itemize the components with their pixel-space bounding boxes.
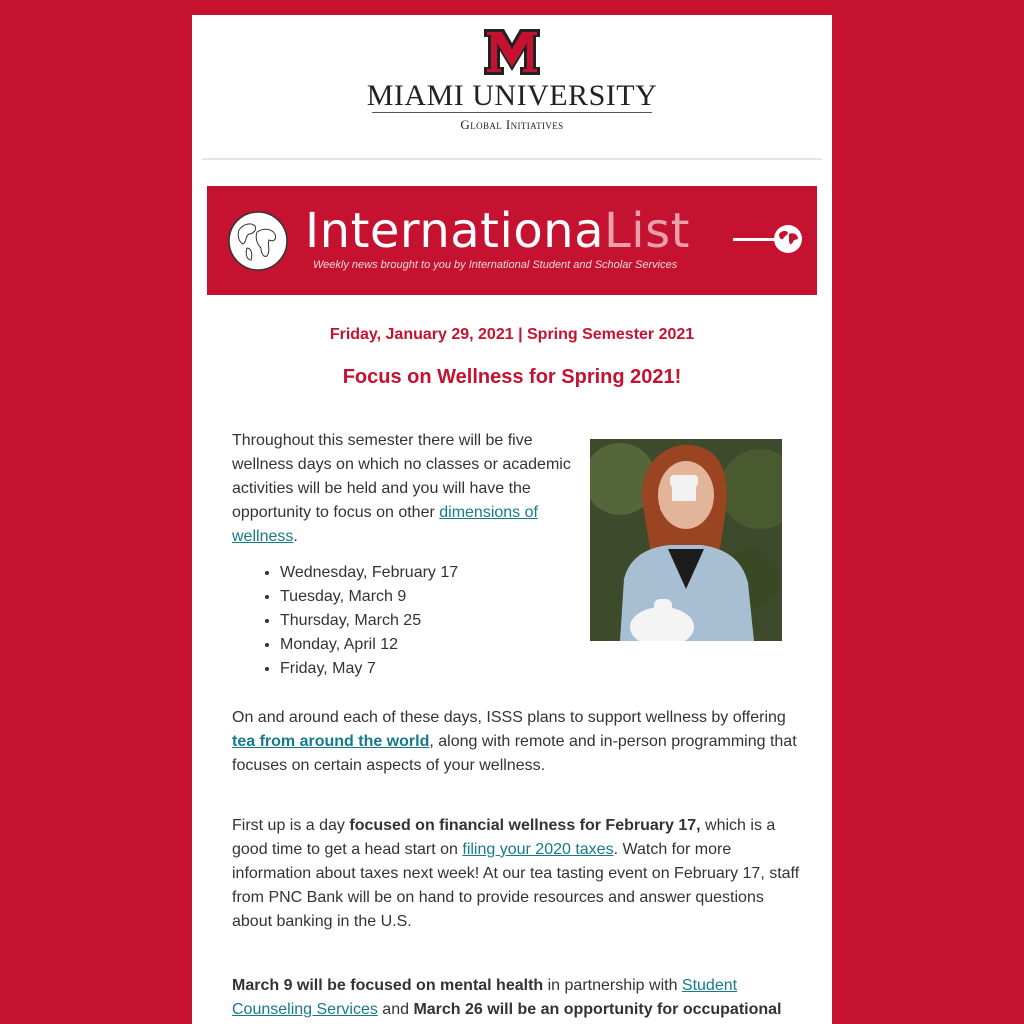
- banner-tagline: Weekly news brought to you by International Student and Scholar Services: [313, 259, 678, 271]
- article-photo: [590, 439, 782, 641]
- dimensions-of-wellness-link[interactable]: dimensions of wellness: [232, 504, 538, 545]
- newsletter-card: [192, 15, 832, 1024]
- list-item: • Thursday, March 25: [280, 609, 458, 633]
- unit-name: Global Initiatives: [460, 117, 564, 132]
- financial-text-2: which is a good time to get a head start on: [232, 817, 776, 858]
- header-divider: [202, 158, 822, 160]
- issue-date: Friday, January 29, 2021 | Spring Semester 2021: [329, 326, 695, 343]
- banner-title-main: Internationa: [305, 203, 605, 259]
- miami-m-icon: [482, 29, 542, 75]
- banner-title: [305, 204, 690, 258]
- list-item: • Friday, May 7: [280, 657, 458, 681]
- occupational-bold: March 26 will be an opportunity for occupational: [413, 1001, 782, 1018]
- globe-icon: [227, 210, 289, 272]
- financial-bold: focused on financial wellness for February 17,: [349, 817, 701, 834]
- mental-health-paragraph: [232, 974, 800, 1022]
- mental-health-text-2: and: [377, 1001, 414, 1018]
- university-name: MIAMI UNIVERSITY: [366, 79, 658, 112]
- mental-health-text: in partnership with: [543, 977, 682, 994]
- university-logo[interactable]: [192, 15, 832, 155]
- financial-text-3: . Watch for more information about taxes next week! At our tea tasting event on February 17, staff from PNC Bank will be on hand to provide resources and answer questions about banking in the U.S.: [232, 841, 800, 930]
- article-headline: Focus on Wellness for Spring 2021!: [342, 366, 682, 388]
- list-item: • Wednesday, February 17: [280, 561, 458, 585]
- financial-wellness-paragraph: [232, 814, 800, 934]
- tea-text: On and around each of these days, ISSS plans to support wellness by offering: [232, 709, 786, 726]
- banner-line: [733, 238, 775, 241]
- mental-health-bold: March 9 will be focused on mental health: [232, 977, 544, 994]
- internationalist-banner: [207, 186, 817, 295]
- banner-title-light: List: [604, 203, 690, 259]
- tea-paragraph: [232, 706, 800, 778]
- tea-text-end: , along with remote and in-person programming that focuses on certain aspects of your wellness.: [232, 733, 797, 774]
- intro-text: Throughout this semester there will be five wellness days on which no classes or academic activities will be held and you will have the opportunity to focus on other: [232, 432, 571, 521]
- financial-text: First up is a day: [232, 817, 350, 834]
- intro-paragraph: [232, 429, 584, 549]
- student-counseling-services-link[interactable]: Student Counseling Services: [232, 977, 738, 1018]
- list-item: • Tuesday, March 9: [280, 585, 458, 609]
- wellness-days-list: [232, 561, 458, 681]
- tea-from-around-the-world-link[interactable]: tea from around the world: [232, 733, 430, 750]
- list-item: • Monday, April 12: [280, 633, 458, 657]
- logo-rule: [372, 112, 652, 113]
- filing-taxes-link[interactable]: filing your 2020 taxes: [462, 841, 614, 858]
- small-globe-icon: [773, 224, 803, 254]
- intro-period: .: [293, 528, 298, 545]
